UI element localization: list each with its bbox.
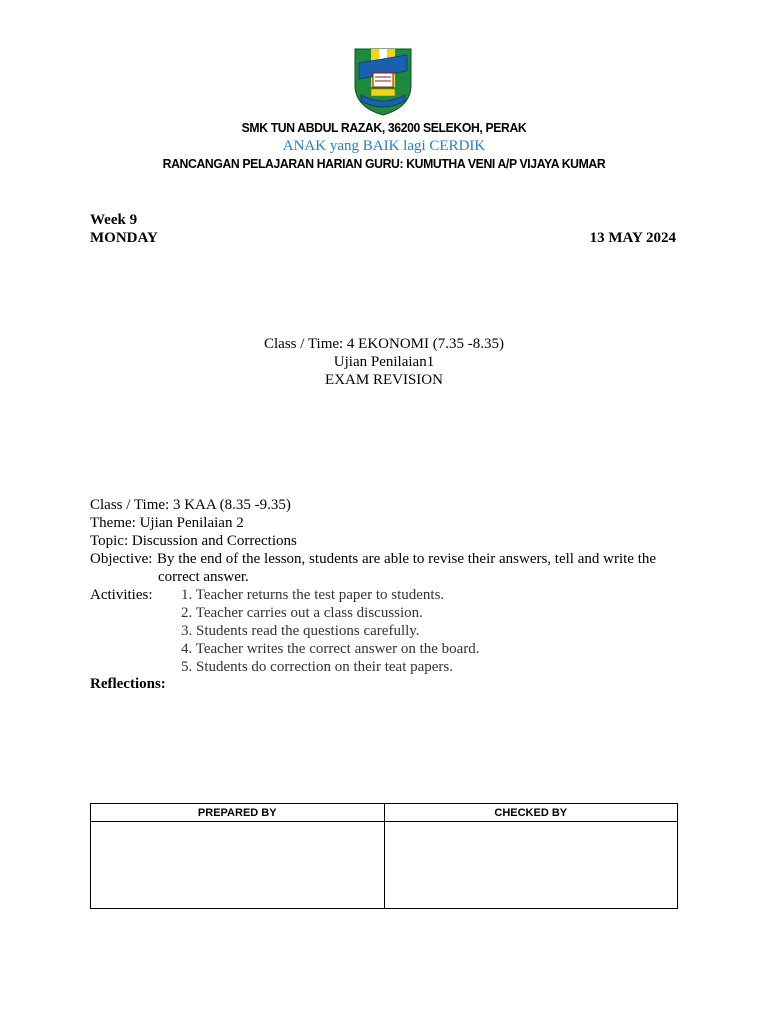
reflections-label: Reflections: — [90, 676, 166, 692]
activity-item: 5. Students do correction on their teat papers. — [181, 659, 454, 675]
lesson-plan-title: RANCANGAN PELAJARAN HARIAN GURU: KUMUTHA VENI A/P VIJAYA KUMAR — [162, 156, 606, 171]
week-label: Week 9 — [90, 212, 138, 228]
activities-label: Activities: — [90, 587, 153, 603]
objective-line1: By the end of the lesson, students are able to revise their answers, tell and write the — [157, 551, 657, 567]
session1-line3: EXAM REVISION — [325, 372, 443, 388]
school-name: SMK TUN ABDUL RAZAK, 36200 SELEKOH, PERAK — [241, 120, 527, 135]
date-label: 13 MAY 2024 — [589, 230, 676, 246]
day-label: MONDAY — [90, 230, 158, 246]
prepared-by-signature-cell — [91, 822, 385, 909]
activity-item: 1. Teacher returns the test paper to students. — [181, 587, 445, 603]
signoff-table — [90, 803, 678, 909]
activity-item: 3. Students read the questions carefully. — [181, 623, 420, 639]
session2-theme: Theme: Ujian Penilaian 2 — [90, 515, 244, 531]
prepared-by-header: PREPARED BY — [91, 804, 385, 822]
session1-class-time: Class / Time: 4 EKONOMI (7.35 -8.35) — [263, 336, 504, 352]
school-motto: ANAK yang BAIK lagi CERDIK — [282, 138, 486, 154]
school-crest-logo — [351, 45, 415, 117]
session2-topic: Topic: Discussion and Corrections — [90, 533, 297, 549]
activity-item: 4. Teacher writes the correct answer on the board. — [181, 641, 480, 657]
session2-class-time: Class / Time: 3 KAA (8.35 -9.35) — [90, 497, 291, 513]
checked-by-signature-cell — [384, 822, 678, 909]
objective-label: Objective: — [90, 551, 153, 567]
objective-line2: correct answer. — [158, 569, 249, 585]
checked-by-header: CHECKED BY — [384, 804, 678, 822]
session1-line2: Ujian Penilaian1 — [333, 354, 435, 370]
activity-item: 2. Teacher carries out a class discussion. — [181, 605, 423, 621]
